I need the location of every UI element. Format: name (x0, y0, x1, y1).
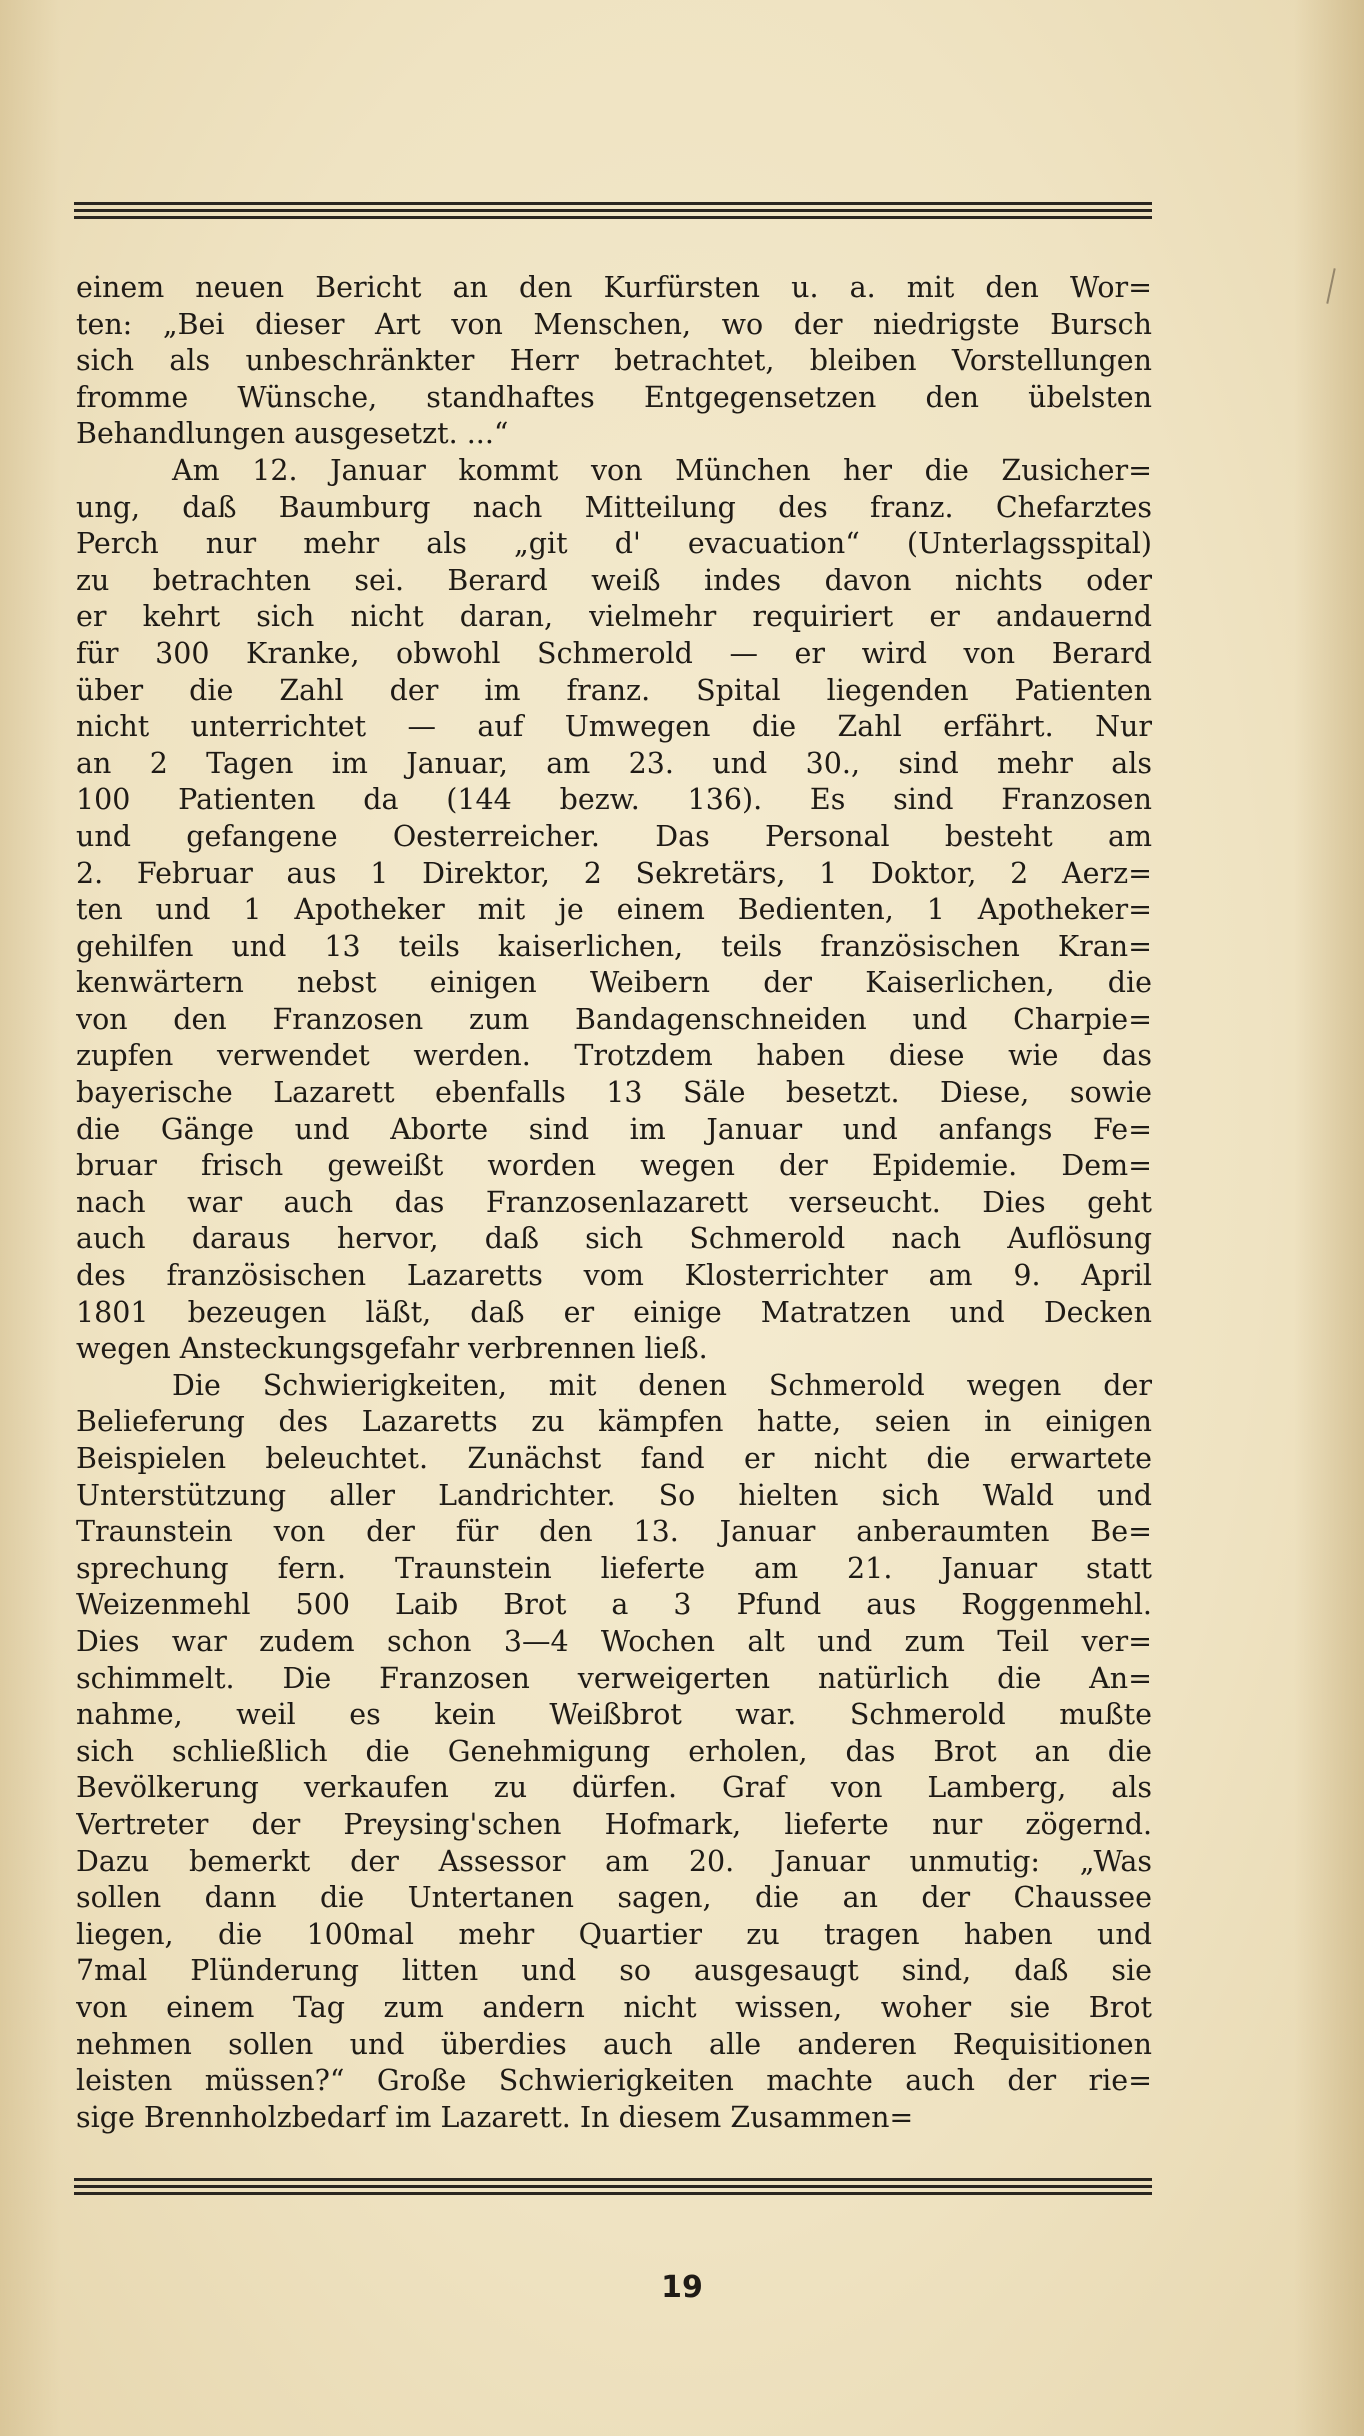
text-line: Vertreter der Preysing'schen Hofmark, lieferte nur zögernd. (76, 1807, 1152, 1841)
text-line: liegen, die 100mal mehr Quartier zu tragen haben und (76, 1917, 1152, 1951)
bottom-double-rule (74, 2178, 1152, 2195)
text-line: Behandlungen ausgesetzt. ...“ (76, 417, 509, 451)
text-line: nahme, weil es kein Weißbrot war. Schmerold mußte (76, 1698, 1152, 1732)
text-line: Perch nur mehr als „git d' evacuation“ (Unterlagsspital) (76, 527, 1152, 561)
text-line: zupfen verwendet werden. Trotzdem haben diese wie das (76, 1039, 1152, 1073)
text-line: 7mal Plünderung litten und so ausgesaugt sind, daß sie (76, 1954, 1152, 1988)
text-line: nicht unterrichtet — auf Umwegen die Zahl erfährt. Nur (76, 710, 1152, 744)
paragraph (76, 1368, 1152, 2136)
paragraph (76, 270, 1152, 453)
text-line: fromme Wünsche, standhaftes Entgegensetzen den übelsten (76, 380, 1152, 414)
text-line: Bevölkerung verkaufen zu dürfen. Graf von Lamberg, als (76, 1771, 1152, 1805)
text-line: des französischen Lazaretts vom Klosterrichter am 9. April (76, 1259, 1152, 1293)
text-line: und gefangene Oesterreicher. Das Personal besteht am (76, 819, 1152, 853)
text-line: kenwärtern nebst einigen Weibern der Kaiserlichen, die (76, 966, 1152, 1000)
text-line: auch daraus hervor, daß sich Schmerold nach Auflösung (76, 1222, 1152, 1256)
text-line: sollen dann die Untertanen sagen, die an der Chaussee (76, 1881, 1152, 1915)
text-line: Am 12. Januar kommt von München her die Zusicher= (172, 453, 1152, 487)
text-line: sich schließlich die Genehmigung erholen, das Brot an die (76, 1734, 1152, 1768)
text-line: leisten müssen?“ Große Schwierigkeiten machte auch der rie= (76, 2064, 1152, 2098)
text-line: zu betrachten sei. Berard weiß indes davon nichts oder (76, 563, 1152, 597)
text-line: 2. Februar aus 1 Direktor, 2 Sekretärs, 1 Doktor, 2 Aerz= (76, 856, 1152, 890)
text-line: Beispielen beleuchtet. Zunächst fand er nicht die erwartete (76, 1442, 1152, 1475)
text-line: für 300 Kranke, obwohl Schmerold — er wird von Berard (76, 636, 1152, 670)
text-line: 100 Patienten da (144 bezw. 136). Es sind Franzosen (76, 783, 1152, 817)
text-line: Dies war zudem schon 3—4 Wochen alt und zum Teil ver= (76, 1624, 1152, 1658)
text-line: über die Zahl der im franz. Spital liegenden Patienten (76, 673, 1152, 707)
text-line: bayerische Lazarett ebenfalls 13 Säle besetzt. Diese, sowie (76, 1076, 1152, 1110)
text-line: Belieferung des Lazaretts zu kämpfen hatte, seien in einigen (76, 1405, 1152, 1439)
text-line: Unterstützung aller Landrichter. So hielten sich Wald und (76, 1478, 1152, 1512)
text-line: sige Brennholzbedarf im Lazarett. In diesem Zusammen= (76, 2100, 914, 2134)
margin-pencil-mark (1326, 268, 1335, 304)
paragraph (76, 453, 1152, 1368)
text-line: die Gänge und Aborte sind im Januar und anfangs Fe= (76, 1112, 1152, 1146)
text-line: Weizenmehl 500 Laib Brot a 3 Pfund aus Roggenmehl. (76, 1588, 1152, 1622)
text-line: ten und 1 Apotheker mit je einem Bedienten, 1 Apotheker= (76, 893, 1152, 927)
text-line: ten: „Bei dieser Art von Menschen, wo der niedrigste Bursch (76, 307, 1152, 341)
text-line: Dazu bemerkt der Assessor am 20. Januar unmutig: „Was (76, 1844, 1152, 1878)
text-line: 1801 bezeugen läßt, daß er einige Matratzen und Decken (76, 1295, 1152, 1329)
text-line: Traunstein von der für den 13. Januar anberaumten Be= (76, 1515, 1152, 1549)
text-line: ung, daß Baumburg nach Mitteilung des franz. Chefarztes (76, 490, 1152, 524)
text-line: von einem Tag zum andern nicht wissen, woher sie Brot (76, 1990, 1152, 2024)
text-line: von den Franzosen zum Bandagenschneiden und Charpie= (76, 1002, 1152, 1036)
top-double-rule (74, 202, 1152, 219)
text-line: wegen Ansteckungsgefahr verbrennen ließ. (76, 1332, 708, 1366)
text-line: sich als unbeschränkter Herr betrachtet, bleiben Vorstellungen (76, 344, 1152, 378)
page-number: 19 (661, 2270, 703, 2305)
text-line: einem neuen Bericht an den Kurfürsten u. a. mit den Wor= (76, 271, 1152, 304)
text-line: nach war auch das Franzosenlazarett verseucht. Dies geht (76, 1185, 1152, 1219)
text-line: schimmelt. Die Franzosen verweigerten natürlich die An= (76, 1661, 1152, 1695)
text-line: sprechung fern. Traunstein lieferte am 21. Januar statt (76, 1551, 1152, 1585)
text-line: bruar frisch geweißt worden wegen der Epidemie. Dem= (76, 1149, 1152, 1183)
body-text (76, 270, 1152, 2136)
text-line: er kehrt sich nicht daran, vielmehr requiriert er andauernd (76, 600, 1152, 634)
text-line: an 2 Tagen im Januar, am 23. und 30., sind mehr als (76, 746, 1152, 780)
text-line: gehilfen und 13 teils kaiserlichen, teils französischen Kran= (76, 929, 1152, 963)
text-line: Die Schwierigkeiten, mit denen Schmerold wegen der (172, 1368, 1152, 1402)
text-line: nehmen sollen und überdies auch alle anderen Requisitionen (76, 2027, 1152, 2061)
